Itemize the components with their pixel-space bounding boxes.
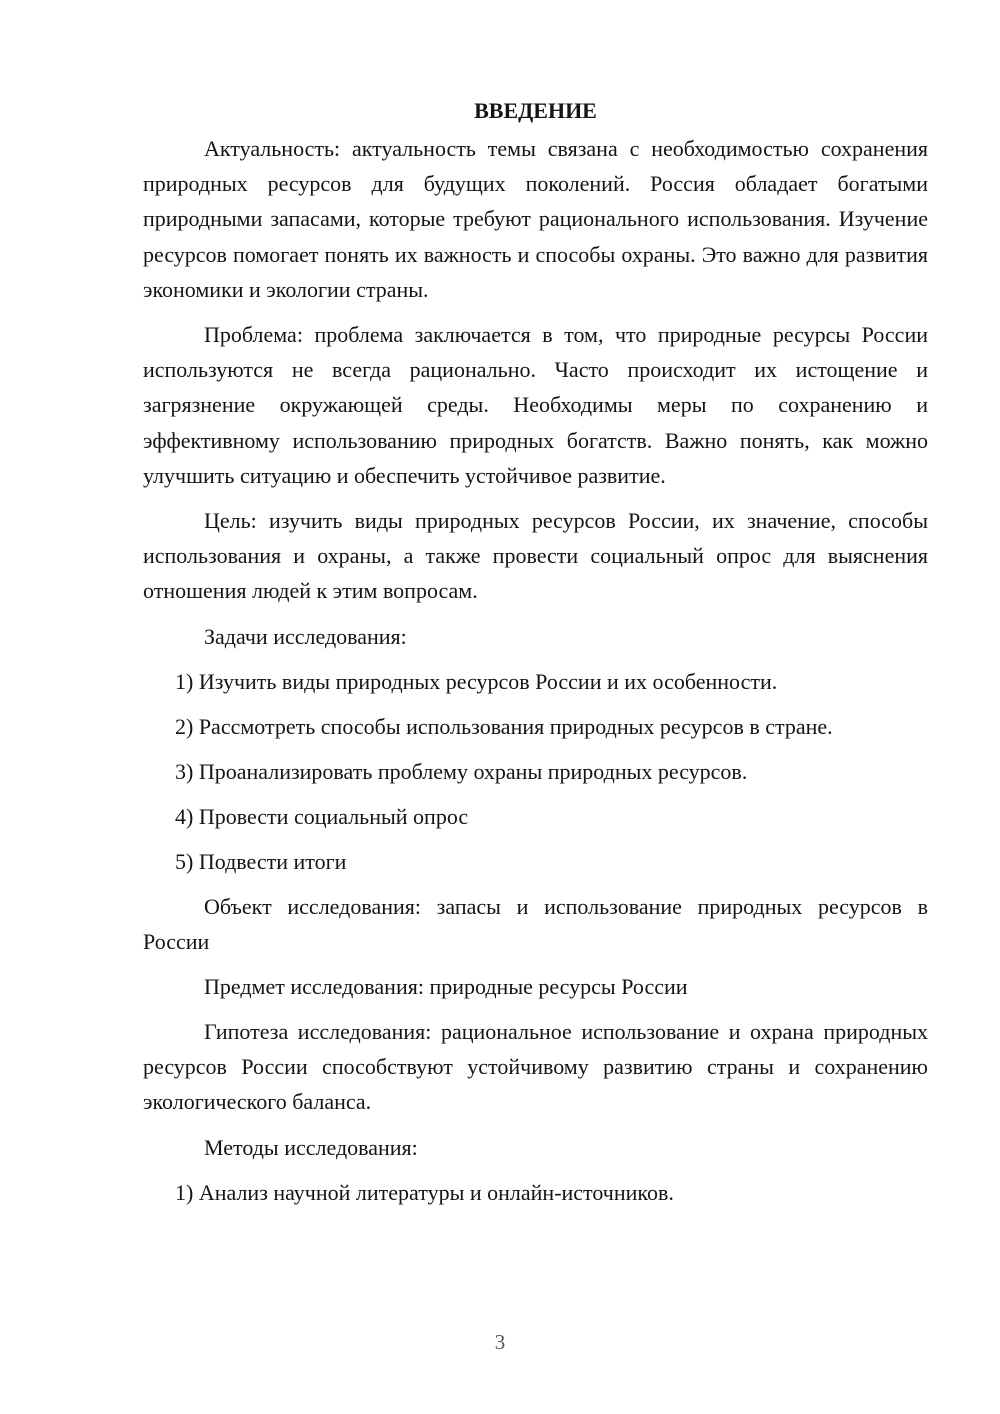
problem-paragraph: Проблема: проблема заключается в том, что природные ресурсы России используются не всегда рационально. Часто происходит их истощение и загрязнение окружающей среды. Необходимы меры по сохранению и эффективному использованию природных богатств. Важно понять, как можно улучшить ситуацию и обеспечить устойчивое развитие.	[143, 322, 928, 488]
methods-heading: Методы исследования:	[204, 1134, 418, 1160]
task-item-4: 4) Провести социальный опрос	[175, 803, 469, 829]
task-item-5: 5) Подвести итоги	[175, 848, 347, 874]
tasks-heading: Задачи исследования:	[204, 623, 407, 649]
page-number: 3	[494, 1330, 506, 1354]
task-item-3: 3) Проанализировать проблему охраны природных ресурсов.	[175, 758, 748, 784]
method-item-1: 1) Анализ научной литературы и онлайн-источников.	[175, 1179, 674, 1205]
tasks-list	[143, 664, 928, 889]
task-item-2: 2) Рассмотреть способы использования природных ресурсов в стране.	[175, 713, 833, 739]
page-title: ВВЕДЕНИЕ	[474, 98, 597, 123]
methods-list	[143, 1175, 928, 1220]
subject-paragraph: Предмет исследования: природные ресурсы России	[204, 974, 688, 1000]
goal-paragraph: Цель: изучить виды природных ресурсов России, их значение, способы использования и охраны, а также провести социальный опрос для выяснения отношения людей к этим вопросам.	[143, 508, 928, 604]
page-content	[143, 95, 928, 1220]
task-item-1: 1) Изучить виды природных ресурсов России и их особенности.	[175, 668, 778, 694]
hypothesis-paragraph: Гипотеза исследования: рациональное использование и охрана природных ресурсов России способствуют устойчивому развитию страны и сохранению экологического баланса.	[143, 1019, 928, 1115]
relevance-paragraph: Актуальность: актуальность темы связана с необходимостью сохранения природных ресурсов для будущих поколений. Россия обладает богатыми природными запасами, которые требуют рационального использования. Изучение ресурсов помогает понять их важность и способы охраны. Это важно для развития экономики и экологии страны.	[143, 136, 928, 302]
object-paragraph: Объект исследования: запасы и использование природных ресурсов в России	[143, 893, 928, 954]
